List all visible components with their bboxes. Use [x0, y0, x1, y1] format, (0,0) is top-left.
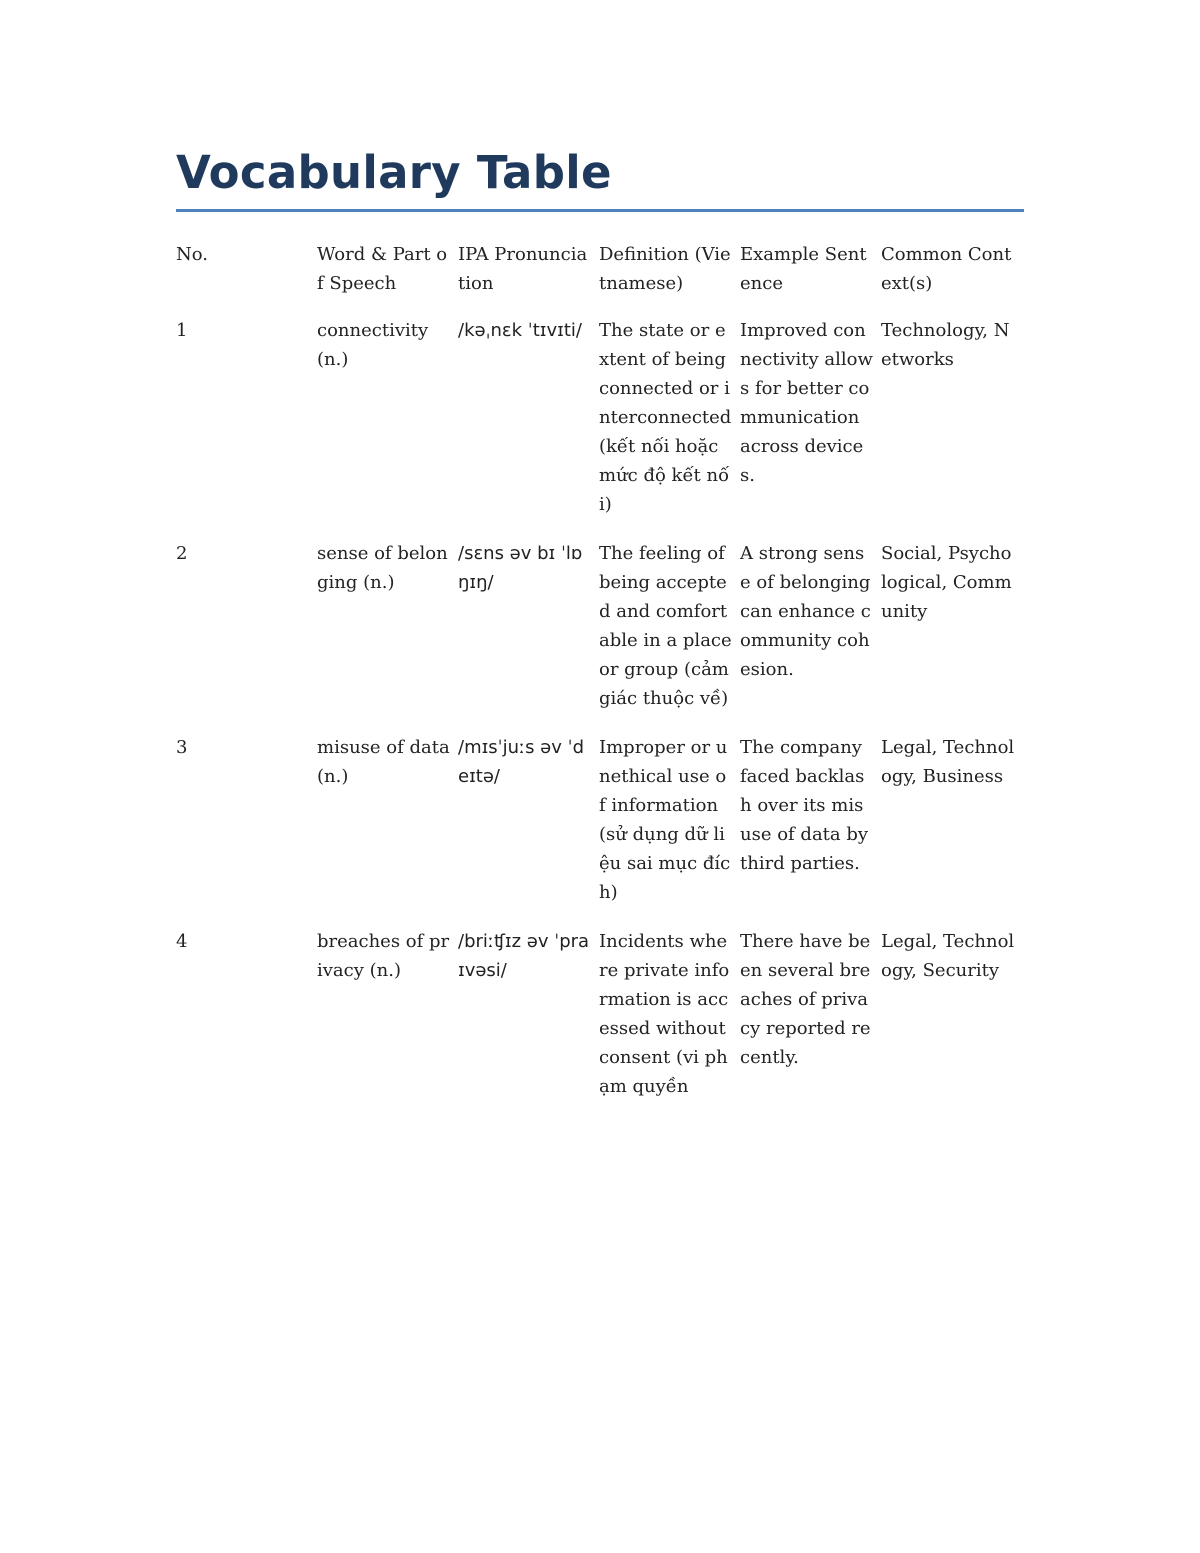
cell-definition: Improper or unethical use of information (sử dụng dữ liệu sai mục đích) [599, 737, 731, 903]
table-row [176, 539, 1024, 733]
header-example: Example Sentence [740, 244, 867, 294]
cell-no: 3 [176, 737, 188, 758]
cell-no: 2 [176, 543, 188, 564]
header-definition: Definition (Vietnamese) [599, 244, 731, 294]
cell-example: There have been several breaches of privacy reported recently. [740, 931, 871, 1068]
table-header-row [176, 240, 1024, 316]
cell-no: 4 [176, 931, 188, 952]
document-page [176, 140, 1024, 1121]
cell-example: A strong sense of belonging can enhance community cohesion. [740, 543, 871, 680]
vocabulary-table [176, 240, 1024, 1121]
table-row [176, 733, 1024, 927]
cell-example: The company faced backlash over its misuse of data by third parties. [740, 737, 869, 874]
cell-word: misuse of data (n.) [317, 737, 450, 787]
header-word: Word & Part of Speech [317, 244, 448, 294]
cell-ipa: /mɪsˈjuːs əv ˈdeɪtə/ [458, 737, 585, 787]
header-context: Common Context(s) [881, 244, 1012, 294]
cell-definition: Incidents where private information is accessed without consent (vi phạm quyền [599, 931, 730, 1097]
cell-word: connectivity (n.) [317, 320, 429, 370]
cell-ipa: /briːʧɪz əv ˈpraɪvəsi/ [458, 931, 590, 981]
cell-word: breaches of privacy (n.) [317, 931, 450, 981]
cell-definition: The state or extent of being connected or interconnected (kết nối hoặc mức độ kết nối) [599, 320, 732, 515]
cell-context: Legal, Technology, Security [881, 931, 1015, 981]
header-no: No. [176, 244, 208, 265]
cell-no: 1 [176, 320, 188, 341]
header-ipa: IPA Pronunciation [458, 244, 588, 294]
document-title: Vocabulary Table [176, 150, 1024, 212]
table-row [176, 316, 1024, 539]
cell-ipa: /kəˌnɛk ˈtɪvɪti/ [458, 320, 582, 341]
cell-ipa: /sɛns əv bɪ ˈlɒŋɪŋ/ [458, 543, 583, 593]
table-row [176, 927, 1024, 1121]
cell-context: Legal, Technology, Business [881, 737, 1015, 787]
cell-context: Technology, Networks [881, 320, 1010, 370]
cell-example: Improved connectivity allows for better communication across devices. [740, 320, 873, 486]
cell-context: Social, Psychological, Community [881, 543, 1012, 622]
cell-word: sense of belonging (n.) [317, 543, 448, 593]
cell-definition: The feeling of being accepted and comfortable in a place or group (cảm giác thuộc về) [599, 543, 732, 709]
